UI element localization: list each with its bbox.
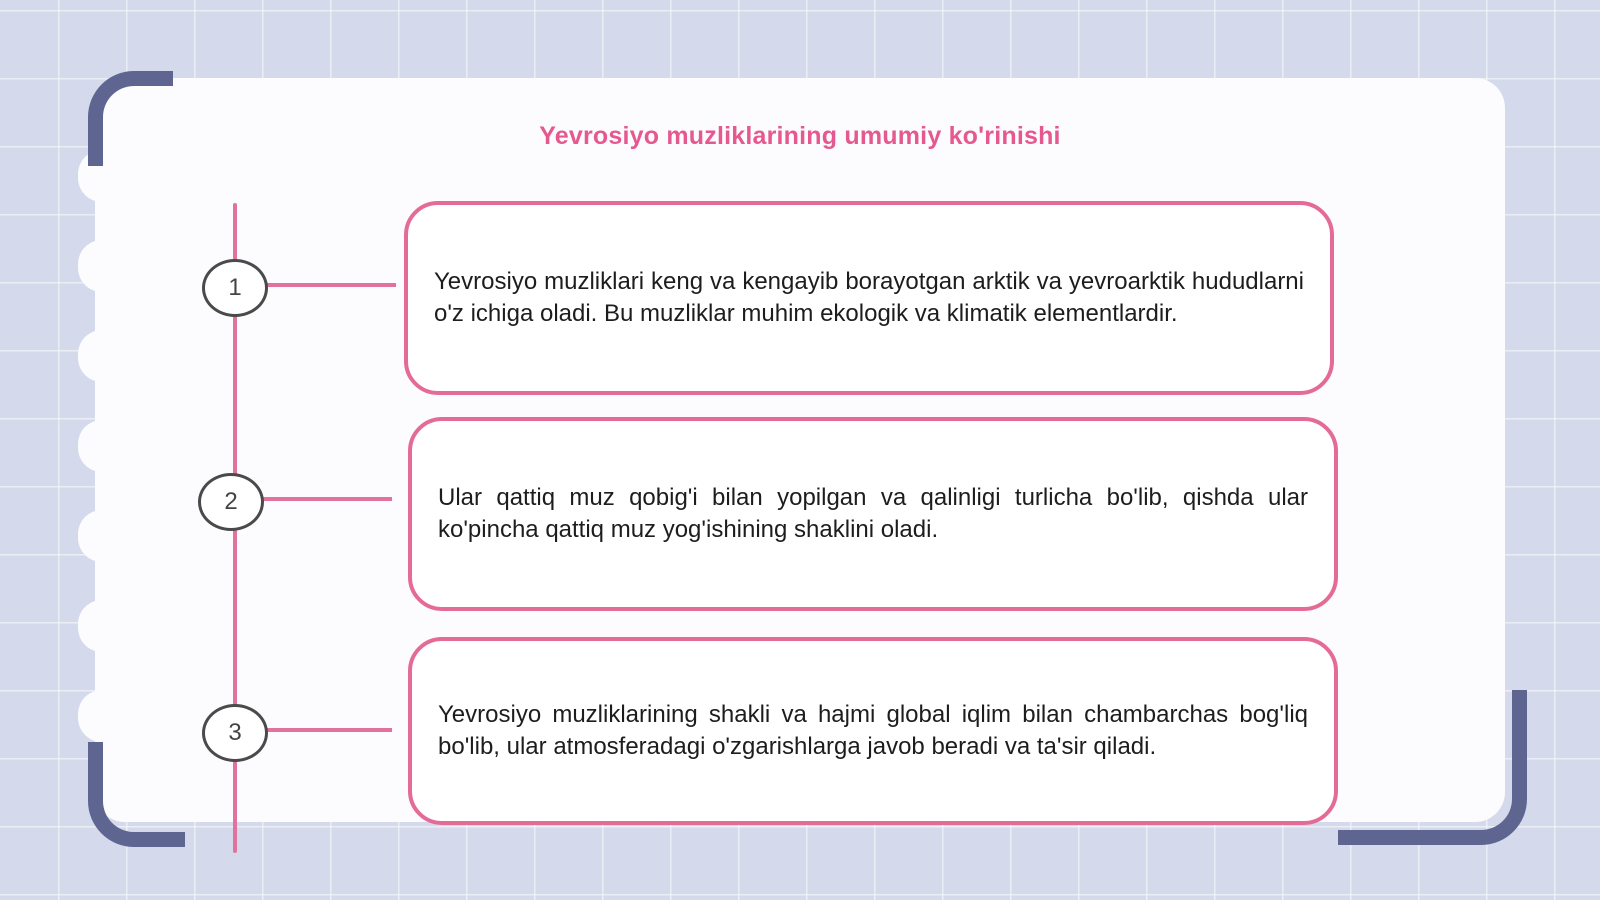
frame-corner-top-left (88, 71, 173, 166)
timeline-marker-3 (202, 704, 268, 762)
paper-edge-bump (78, 420, 126, 472)
slide-title: Yevrosiyo muzliklarining umumiy ko'rinishi (539, 122, 1061, 150)
timeline-card-text: Yevrosiyo muzliklari keng va kengayib borayotgan arktik va yevroarktik hududlarni o'z ichiga oladi. Bu muzliklar muhim ekologik va klimatik elementlardir. (434, 268, 1304, 327)
paper-edge-bump (78, 240, 126, 292)
frame-corner-bottom-left (88, 742, 185, 847)
paper-edge-bump (78, 330, 126, 382)
paper-edge-bump (78, 690, 126, 742)
timeline-card-1 (404, 201, 1334, 395)
timeline-marker-number: 3 (228, 719, 242, 746)
timeline-connector (260, 497, 392, 501)
paper-edge-bump (78, 510, 126, 562)
timeline-marker-number: 2 (224, 488, 238, 515)
timeline-card-3 (408, 637, 1338, 825)
timeline-card-text: Yevrosiyo muzliklarining shakli va hajmi global iqlim bilan chambarchas bog'liq bo'lib, ular atmosferadagi o'zgarishlarga javob beradi va ta'sir qiladi. (438, 701, 1308, 760)
timeline-marker-number: 1 (228, 274, 242, 301)
timeline-marker-1 (202, 259, 268, 317)
timeline-marker-2 (198, 473, 264, 531)
paper-edge-bump (78, 600, 126, 652)
timeline-connector (264, 283, 396, 287)
timeline-connector (264, 728, 392, 732)
timeline-card-2 (408, 417, 1338, 611)
frame-corner-bottom-right (1338, 690, 1527, 845)
timeline-card-text: Ular qattiq muz qobig'i bilan yopilgan va qalinligi turlicha bo'lib, qishda ular ko'pincha qattiq muz yog'ishining shaklini oladi. (438, 484, 1308, 543)
